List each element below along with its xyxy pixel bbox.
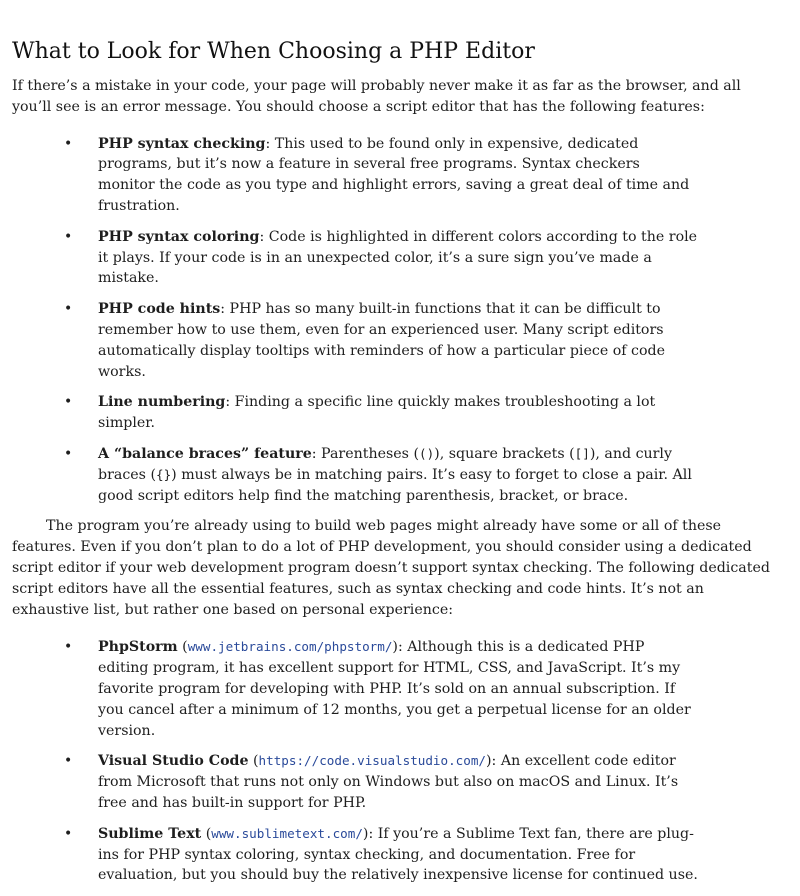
list-item	[12, 392, 782, 434]
editor-name: Visual Studio Code	[98, 753, 249, 770]
bullet-icon: •	[64, 301, 73, 318]
feature-text: : Finding a specific line quickly makes troubleshooting a lot simpler.	[98, 394, 656, 432]
editor-url-link[interactable]: https://code.visualstudio.com/	[258, 753, 487, 769]
list-item	[12, 227, 782, 289]
feature-term: PHP code hints	[98, 301, 221, 318]
feature-text: : PHP has so many built-in functions that it can be difficult to remember how to use them, even for an experienced user. Many script editors automatically display tooltips with reminders of how a particular piece of code works.	[98, 301, 665, 380]
list-item	[12, 751, 782, 813]
feature-term: PHP syntax checking	[98, 135, 266, 152]
list-item	[12, 824, 782, 886]
section-heading: What to Look for When Choosing a PHP Editor	[12, 39, 535, 64]
editor-text: ): If you’re a Sublime Text fan, there are plug-ins for PHP syntax coloring, syntax checking, and documentation. Free for evaluation, but you should buy the relatively inexpensive license for continued use.	[98, 825, 698, 884]
body-paragraph: The program you’re already using to build web pages might already have some or all of these features. Even if you don’t plan to do a lot of PHP development, you should consider using a dedicated script editor if your web development program doesn’t support syntax checking. The following dedicated script editors have all the essential features, such as syntax checking and code hints. It’s not an exhaustive list, but rather one based on personal experience:	[12, 518, 770, 618]
bullet-icon: •	[64, 445, 73, 462]
list-item	[12, 444, 782, 506]
editor-text: ): Although this is a dedicated PHP editing program, it has excellent support for HTML, CSS, and JavaScript. It’s my favorite program for developing with PHP. It’s sold on an annual subscription. If you cancel after a minimum of 12 months, you get a perpetual license for an older version.	[98, 639, 691, 739]
square-brackets-code: []	[574, 445, 590, 461]
feature-text: ), and curly braces (	[98, 445, 672, 483]
editor-url-link[interactable]: www.jetbrains.com/phpstorm/	[187, 639, 393, 655]
curly-braces-code: {}	[156, 466, 172, 482]
feature-term: A “balance braces” feature	[98, 445, 312, 462]
bullet-icon: •	[64, 825, 73, 842]
feature-term: PHP syntax coloring	[98, 228, 260, 245]
feature-list	[12, 134, 782, 507]
editor-name: Sublime Text	[98, 825, 202, 842]
feature-text: ), square brackets (	[434, 445, 575, 462]
editor-text: (	[177, 639, 188, 656]
list-item	[12, 637, 782, 741]
list-item	[12, 134, 782, 217]
feature-text: : Parentheses (	[311, 445, 419, 462]
feature-text: : Code is highlighted in different colors according to the role it plays. If your code is in an unexpected color, it’s a sure sign you’ve made a mistake.	[98, 228, 698, 287]
bullet-icon: •	[64, 753, 73, 770]
feature-text: ) must always be in matching pairs. It’s easy to forget to close a pair. All good script editors help find the matching parenthesis, bracket, or brace.	[98, 466, 692, 504]
editor-text: (	[201, 825, 212, 842]
editor-url-link[interactable]: www.sublimetext.com/	[211, 825, 363, 841]
editor-name: PhpStorm	[98, 639, 178, 656]
editor-text: (	[248, 753, 259, 770]
bullet-icon: •	[64, 639, 73, 656]
intro-paragraph: If there’s a mistake in your code, your page will probably never make it as far as the browser, and all you’ll see is an error message. You should choose a script editor that has the following features:	[12, 78, 741, 115]
bullet-icon: •	[64, 228, 73, 245]
editor-list	[12, 637, 782, 886]
feature-term: Line numbering	[98, 394, 226, 411]
bullet-icon: •	[64, 135, 73, 152]
document-page	[12, 0, 782, 896]
bullet-icon: •	[64, 394, 73, 411]
parentheses-code: ()	[418, 445, 435, 461]
editor-text: ): An excellent code editor from Microsoft that runs not only on Windows but also on macOS and Linux. It’s free and has built-in support for PHP.	[98, 753, 679, 811]
list-item	[12, 299, 782, 382]
feature-text: : This used to be found only in expensive, dedicated programs, but it’s now a feature in several free programs. Syntax checkers monitor the code as you type and highlight errors, saving a great deal of time and frustration.	[98, 135, 690, 214]
